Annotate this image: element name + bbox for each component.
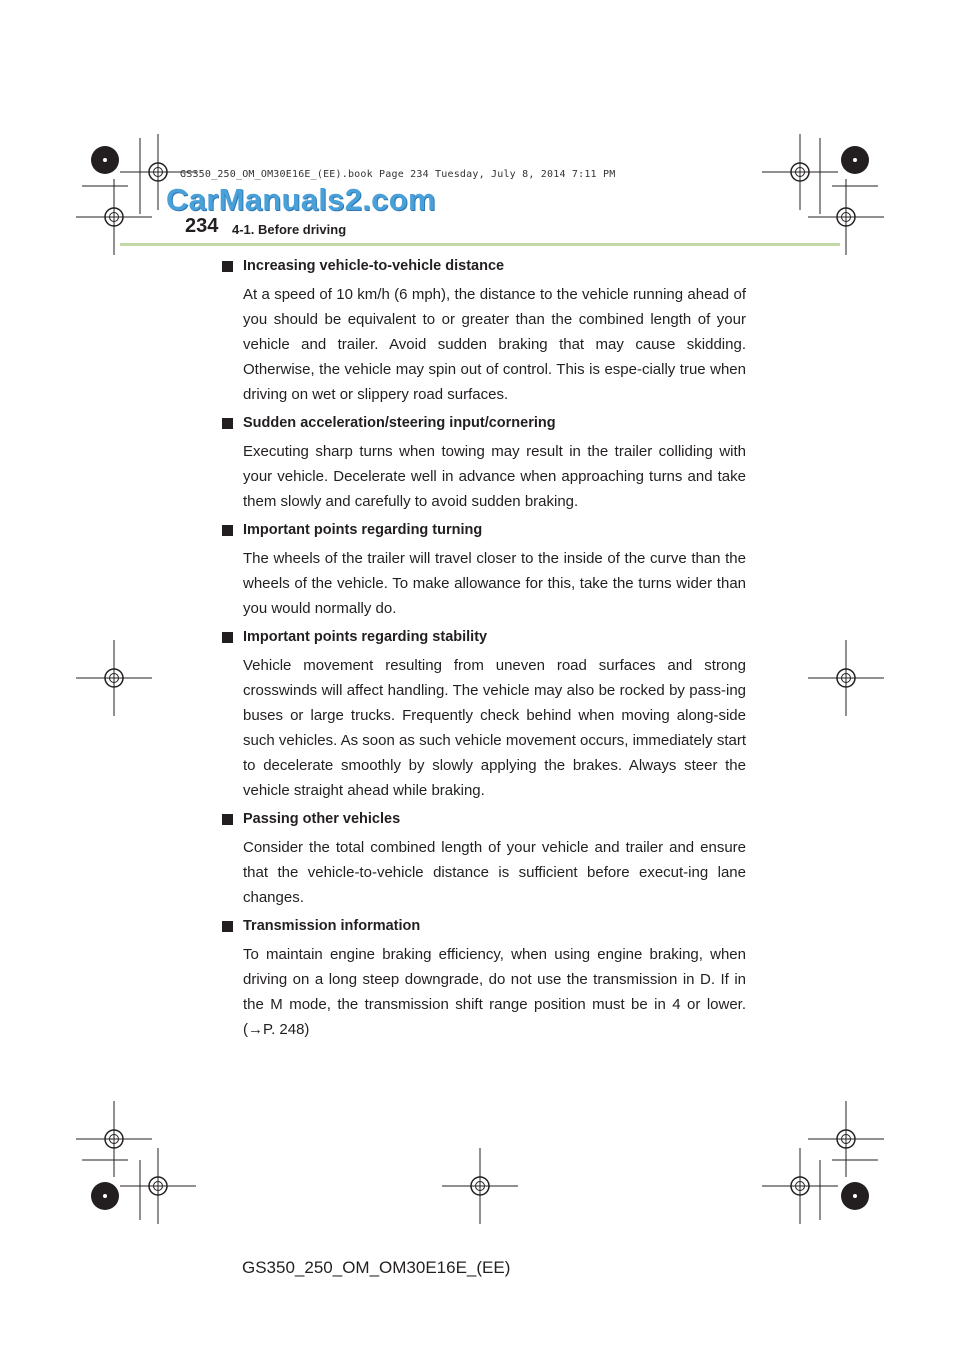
bullet-square-icon xyxy=(222,261,233,272)
page-content xyxy=(222,256,746,1048)
header-rule xyxy=(120,243,840,246)
registration-mark-icon xyxy=(76,640,152,716)
section-title: 4-1. Before driving xyxy=(232,222,347,237)
section-body: The wheels of the trailer will travel closer to the inside of the curve than the wheels of the vehicle. To make allowance for this, take the turns wider than you would normally do. xyxy=(243,550,746,617)
registration-mark-icon xyxy=(762,1148,838,1224)
registration-mark-icon xyxy=(76,1101,152,1177)
watermark-logo: CarManuals2.com xyxy=(166,182,436,217)
registration-mark-icon xyxy=(762,134,838,210)
registration-mark-icon xyxy=(442,1148,518,1224)
section-stability xyxy=(222,627,746,803)
section-sudden-acceleration xyxy=(222,413,746,514)
section-transmission xyxy=(222,916,746,1042)
section-heading: Increasing vehicle-to-vehicle distance xyxy=(222,256,746,276)
section-turning xyxy=(222,520,746,621)
bullet-square-icon xyxy=(222,632,233,643)
bullet-square-icon xyxy=(222,921,233,932)
sunburst-mark-icon xyxy=(91,1182,119,1210)
section-heading: Transmission information xyxy=(222,916,746,936)
registration-mark-icon xyxy=(120,1148,196,1224)
section-heading: Passing other vehicles xyxy=(222,809,746,829)
section-heading: Important points regarding turning xyxy=(222,520,746,540)
section-body: Executing sharp turns when towing may result in the trailer colliding with your vehicle. Decelerate well in advance when approaching turns and take them slowly and carefully to avoid sudden braking. xyxy=(243,443,746,510)
footer-doc-code: GS350_250_OM_OM30E16E_(EE) xyxy=(242,1258,511,1277)
bullet-square-icon xyxy=(222,814,233,825)
registration-mark-icon xyxy=(808,640,884,716)
section-body: Consider the total combined length of your vehicle and trailer and ensure that the vehicle-to-vehicle distance is sufficient before execut-ing lane changes. xyxy=(243,839,746,906)
sunburst-mark-icon xyxy=(91,146,119,174)
section-body: To maintain engine braking efficiency, when using engine braking, when driving on a long steep downgrade, do not use the transmission in D. If in the M mode, the transmission shift range position must be in 4 or lower. (→P. 248) xyxy=(243,946,746,1038)
file-info-line: GS350_250_OM_OM30E16E_(EE).book Page 234 Tuesday, July 8, 2014 7:11 PM xyxy=(180,169,616,180)
section-body: Vehicle movement resulting from uneven road surfaces and strong crosswinds will affect handling. The vehicle may also be rocked by pass-ing buses or large trucks. Frequently check behind when moving along-side such vehicles. As soon as such vehicle movement occurs, immediately start to decelerate smoothly by slowly applying the brakes. Always steer the vehicle straight ahead while braking. xyxy=(243,657,746,799)
section-heading: Important points regarding stability xyxy=(222,627,746,647)
section-increasing-distance xyxy=(222,256,746,407)
bullet-square-icon xyxy=(222,418,233,429)
section-passing xyxy=(222,809,746,910)
bullet-square-icon xyxy=(222,525,233,536)
sunburst-mark-icon xyxy=(841,1182,869,1210)
page-number: 234 xyxy=(185,215,219,237)
registration-mark-icon xyxy=(808,1101,884,1177)
sunburst-mark-icon xyxy=(841,146,869,174)
section-body: At a speed of 10 km/h (6 mph), the distance to the vehicle running ahead of you should be equivalent to or greater than the combined length of your vehicle and trailer. Avoid sudden braking that may cause skidding. Otherwise, the vehicle may spin out of control. This is espe-cially true when driving on wet or slippery road surfaces. xyxy=(243,286,746,403)
section-heading: Sudden acceleration/steering input/cornering xyxy=(222,413,746,433)
